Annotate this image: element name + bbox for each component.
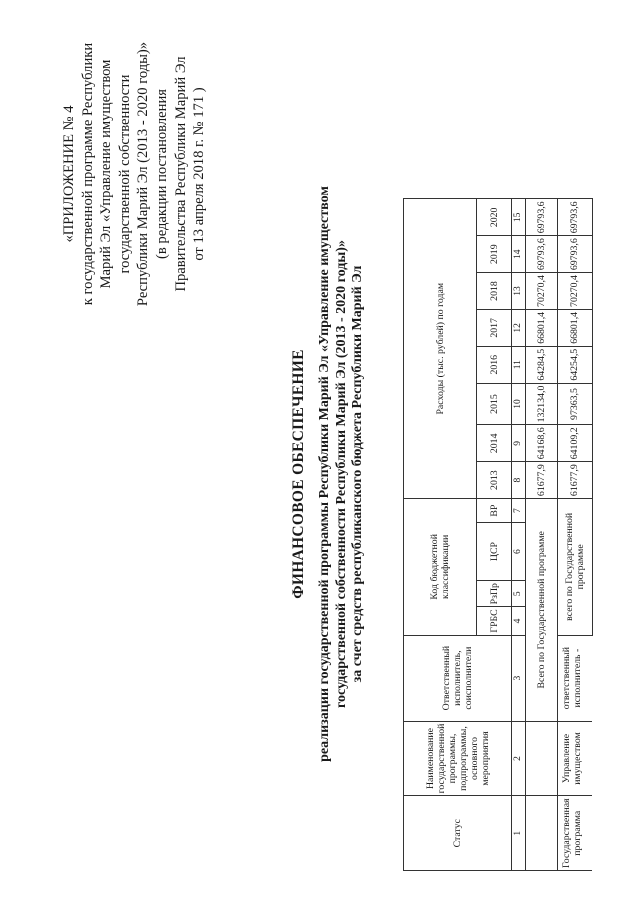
value-cell: 69793,6 (526, 199, 558, 236)
row-label: всего по Государственной программе (558, 499, 593, 636)
value-cell: 64109,2 (558, 425, 593, 462)
financing-table (403, 198, 593, 871)
year-header: 2015 (477, 383, 512, 425)
document-title: ФИНАНСОВОЕ ОБЕСПЕЧЕНИЕ (290, 349, 307, 599)
grbs-header: ГРБС (477, 607, 512, 635)
year-header: 2017 (477, 309, 512, 346)
value-cell: 64254,5 (558, 346, 593, 383)
value-cell: 69793,6 (526, 236, 558, 273)
year-header: 2019 (477, 236, 512, 273)
column-number: 9 (512, 425, 526, 462)
column-number-row (512, 199, 526, 871)
appendix-line: к государственной программе Республики (79, 42, 96, 306)
document-heading (290, 149, 367, 799)
value-cell: 132134,0 (526, 383, 558, 425)
column-number: 6 (512, 523, 526, 581)
year-header: 2018 (477, 273, 512, 310)
value-cell: 64168,6 (526, 425, 558, 462)
csr-header: ЦСР (477, 523, 512, 581)
executor-header: Ответственный исполнитель, соисполнители (404, 635, 512, 721)
column-number: 10 (512, 383, 526, 425)
column-number: 4 (512, 607, 526, 635)
year-header: 2020 (477, 199, 512, 236)
subtitle-line: за счет средств республиканского бюджета Республики Марий Эл (350, 265, 365, 683)
column-number: 7 (512, 499, 526, 523)
name-cell (526, 721, 558, 796)
appendix-line: Правительства Республики Марий Эл (172, 56, 189, 292)
column-number: 5 (512, 581, 526, 607)
name-header: Наименование государственной программы, подпрограммы, основного мероприятия (404, 721, 512, 796)
subtitle-line: реализации государственной программы Республики Марий Эл «Управление имуществом (317, 186, 332, 762)
column-number: 3 (512, 635, 526, 721)
value-cell: 97363,5 (558, 383, 593, 425)
appendix-line: от 13 апреля 2018 г. № 171 ) (191, 87, 208, 261)
column-number: 8 (512, 462, 526, 499)
year-header: 2016 (477, 346, 512, 383)
executor-cell: ответственный исполнитель - (558, 635, 593, 721)
value-cell: 69793,6 (558, 236, 593, 273)
status-header: Статус (404, 796, 512, 871)
column-number: 1 (512, 796, 526, 871)
appendix-line: государственной собственности (116, 74, 133, 274)
column-number: 14 (512, 236, 526, 273)
appendix-block (60, 29, 209, 319)
table-row (558, 199, 593, 871)
column-number: 11 (512, 346, 526, 383)
appendix-line: Республики Марий Эл (2013 - 2020 годы)» (135, 41, 152, 307)
column-number: 2 (512, 721, 526, 796)
row-label: Всего по Государственной программе (526, 499, 558, 722)
appendix-line: Марий Эл «Управление имуществом (98, 59, 115, 289)
vr-header: ВР (477, 499, 512, 523)
value-cell: 66801,4 (526, 309, 558, 346)
appendix-line: «ПРИЛОЖЕНИЕ № 4 (61, 105, 77, 243)
expenses-header: Расходы (тыс. рублей) по годам (404, 199, 477, 499)
appendix-line: (в редакции постановления (153, 89, 170, 259)
status-cell: Государственная программа (558, 796, 593, 871)
value-cell: 61677,9 (526, 462, 558, 499)
value-cell: 61677,9 (558, 462, 593, 499)
value-cell: 70270,4 (558, 273, 593, 310)
table-row (526, 199, 558, 871)
column-number: 13 (512, 273, 526, 310)
rzpr-header: РзПр (477, 581, 512, 607)
name-cell: Управление имуществом (558, 721, 593, 796)
value-cell: 70270,4 (526, 273, 558, 310)
value-cell: 69793,6 (558, 199, 593, 236)
value-cell: 64284,5 (526, 346, 558, 383)
subtitle-line: государственной собственности Республики Марий Эл (2013 - 2020 годы)» (333, 240, 349, 708)
column-number: 15 (512, 199, 526, 236)
year-header: 2014 (477, 425, 512, 462)
value-cell: 66801,4 (558, 309, 593, 346)
status-cell (526, 796, 558, 871)
header-row (404, 199, 477, 871)
budget-code-header: Код бюджетной классификации (404, 499, 477, 636)
column-number: 12 (512, 309, 526, 346)
year-header: 2013 (477, 462, 512, 499)
